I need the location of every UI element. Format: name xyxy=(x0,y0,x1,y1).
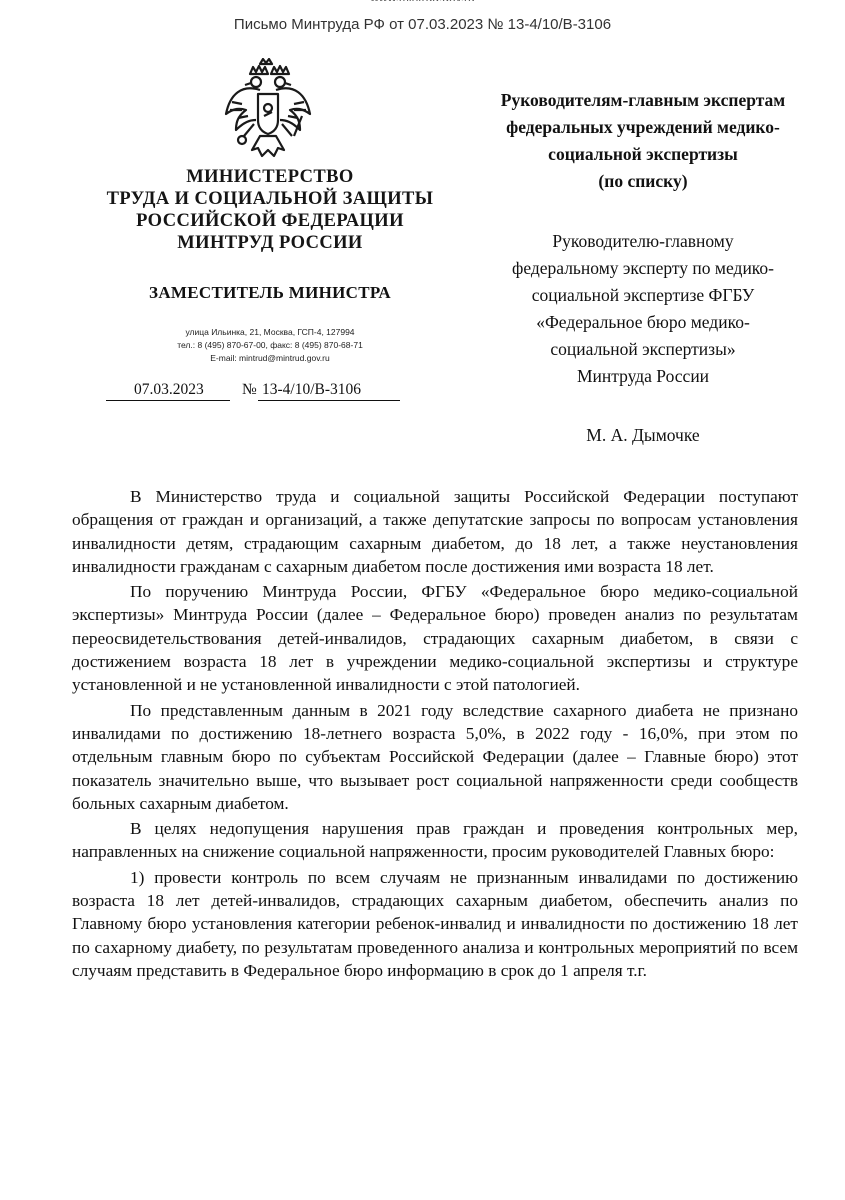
sender-position: ЗАМЕСТИТЕЛЬ МИНИСТРА xyxy=(149,283,391,302)
addressee-line: Руководителю-главному xyxy=(552,231,734,251)
top-url xyxy=(0,0,845,1)
body-paragraph: В целях недопущения нарушения прав граждан и проведения контрольных мер, направленных на снижение социальной напряженности, просим руководителей Главных бюро: xyxy=(72,819,798,862)
ministry-line: РОССИЙСКОЙ ФЕДЕРАЦИИ xyxy=(136,211,404,231)
registration-date: 07.03.2023 xyxy=(134,381,204,398)
addressee-line: Руководителям-главным экспертам xyxy=(500,90,786,110)
addressee-line: федеральному эксперту по медико- xyxy=(511,258,774,278)
registration-number: 13-4/10/В-3106 xyxy=(262,381,362,398)
body-paragraph: В Министерство труда и социальной защиты Российской Федерации поступают обращения от граждан и организаций, а также депутатские запросы по вопросам установления инвалидности детям, страдающим сахарным диабетом, до 18 лет, а также неустановления инвалидности гражданам с сахарным диабетом после достижения ими возраста 18 лет. xyxy=(72,487,798,576)
addressee-federal-expert xyxy=(468,228,818,390)
ministry-line: МИНИСТЕРСТВО xyxy=(186,167,354,187)
addressee-line: «Федеральное бюро медико- xyxy=(536,312,750,332)
body-list-item: 1) провести контроль по всем случаям не признанным инвалидами по достижению возраста 18 лет детей-инвалидов, страдающих сахарным диабетом, обеспечить анализ по Главному бюро установления категории ребенок-инвалид и инвалидности по достижению 18 лет по сахарному диабету, по результатам проведенного анализа и контрольных мероприятий по всем случаям представить в Федеральное бюро информацию в срок до 1 апреля т.г. xyxy=(72,867,798,980)
address-line: тел.: 8 (495) 870-67-00, факс: 8 (495) 870-68-71 xyxy=(177,340,363,350)
addressee-line: Минтруда России xyxy=(576,366,710,386)
date-underline xyxy=(106,400,230,401)
letter-body xyxy=(72,485,798,984)
number-sign: № xyxy=(242,381,257,398)
addressee-line: (по списку) xyxy=(598,171,688,191)
ministry-name xyxy=(90,166,450,254)
addressee-line: М. А. Дымочке xyxy=(586,425,700,445)
addressee-line: федеральных учреждений медико- xyxy=(506,117,780,137)
addressee-line: социальной экспертизе ФГБУ xyxy=(531,285,755,305)
body-paragraph: По поручению Минтруда России, ФГБУ «Федеральное бюро медико-социальной экспертизы» Минтруда России (далее – Федеральное бюро) проведен анализ по результатам переосвидетельствования детей-инвалидов, страдающих сахарным диабетом, в связи с достижением возраста 18 лет в учреждении медико-социальной экспертизы и структуре установленной и не установленной инвалидности с этой патологией. xyxy=(72,582,798,695)
address-line: E-mail: mintrud@mintrud.gov.ru xyxy=(210,353,330,363)
ministry-line: МИНТРУД РОССИИ xyxy=(177,233,363,253)
registration-block xyxy=(106,381,406,403)
address-line: улица Ильинка, 21, Москва, ГСП-4, 127994 xyxy=(185,327,355,337)
addressee-name xyxy=(468,422,818,449)
document-caption: Письмо Минтруда РФ от 07.03.2023 № 13-4/10/В-3106 xyxy=(233,16,612,33)
ministry-address xyxy=(100,326,440,365)
ministry-line: ТРУДА И СОЦИАЛЬНОЙ ЗАЩИТЫ xyxy=(106,189,434,209)
addressee-line: социальной экспертизы» xyxy=(550,339,736,359)
coat-of-arms-emblem xyxy=(220,58,316,166)
number-underline xyxy=(258,400,400,401)
addressee-line: социальной экспертизы xyxy=(548,144,738,164)
body-paragraph: По представленным данным в 2021 году вследствие сахарного диабета не признано инвалидами по достижению 18-летнего возраста 5,0%, в 2022 году - 16,0%, при этом по отдельным главным бюро по субъектам Российской Федерации (далее – Главные бюро) этот показатель значительно выше, что вызывает рост социальной напряженности среди сообществ больных сахарным диабетом. xyxy=(72,700,798,813)
addressee-regional-experts xyxy=(468,87,818,195)
